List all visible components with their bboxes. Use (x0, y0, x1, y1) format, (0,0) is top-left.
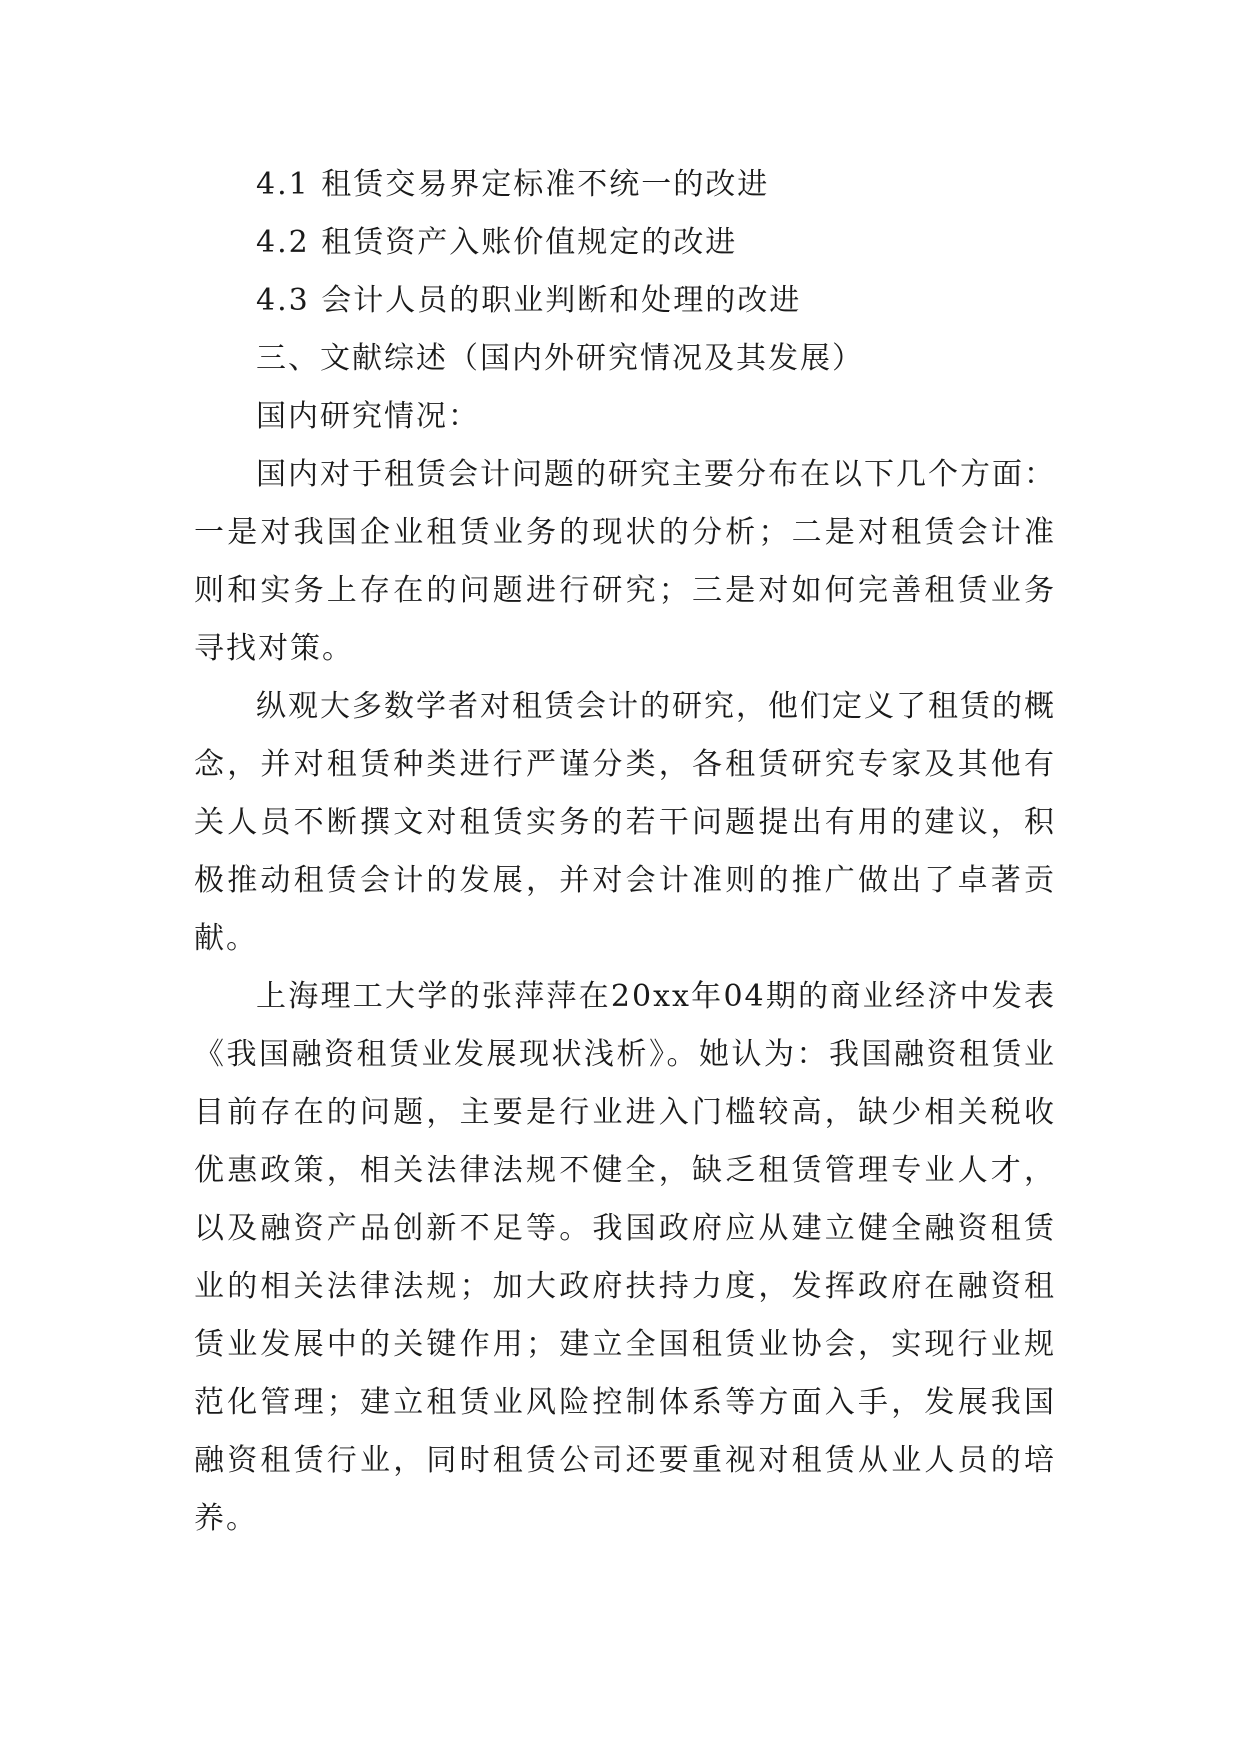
document-body (194, 156, 1056, 1548)
paragraph-research-areas: 国内对于租赁会计问题的研究主要分布在以下几个方面：一是对我国企业租赁业务的现状的分析；二是对租赁会计准则和实务上存在的问题进行研究；三是对如何完善租赁业务寻找对策。 (194, 457, 1056, 666)
outline-item-4-2: 4.2 租赁资产入账价值规定的改进 (256, 225, 738, 260)
paragraph-scholar-overview: 纵观大多数学者对租赁会计的研究，他们定义了租赁的概念，并对租赁种类进行严谨分类，各租赁研究专家及其他有关人员不断撰文对租赁实务的若干问题提出有用的建议，积极推动租赁会计的发展，并对会计准则的推广做出了卓著贡献。 (194, 689, 1056, 956)
section-heading: 三、文献综述（国内外研究情况及其发展） (256, 341, 864, 376)
outline-item-4-1: 4.1 租赁交易界定标准不统一的改进 (256, 167, 770, 202)
paragraph-zhang-pingping: 上海理工大学的张萍萍在20xx年04期的商业经济中发表《我国融资租赁业发展现状浅析》。她认为：我国融资租赁业目前存在的问题，主要是行业进入门槛较高，缺少相关税收优惠政策，相关法律法规不健全，缺乏租赁管理专业人才，以及融资产品创新不足等。我国政府应从建立健全融资租赁业的相关法律法规；加大政府扶持力度，发挥政府在融资租赁业发展中的关键作用；建立全国租赁业协会，实现行业规范化管理；建立租赁业风险控制体系等方面入手，发展我国融资租赁行业，同时租赁公司还要重视对租赁从业人员的培养。 (194, 979, 1056, 1536)
subheading-domestic-research: 国内研究情况： (256, 399, 480, 434)
outline-item-4-3: 4.3 会计人员的职业判断和处理的改进 (256, 283, 802, 318)
